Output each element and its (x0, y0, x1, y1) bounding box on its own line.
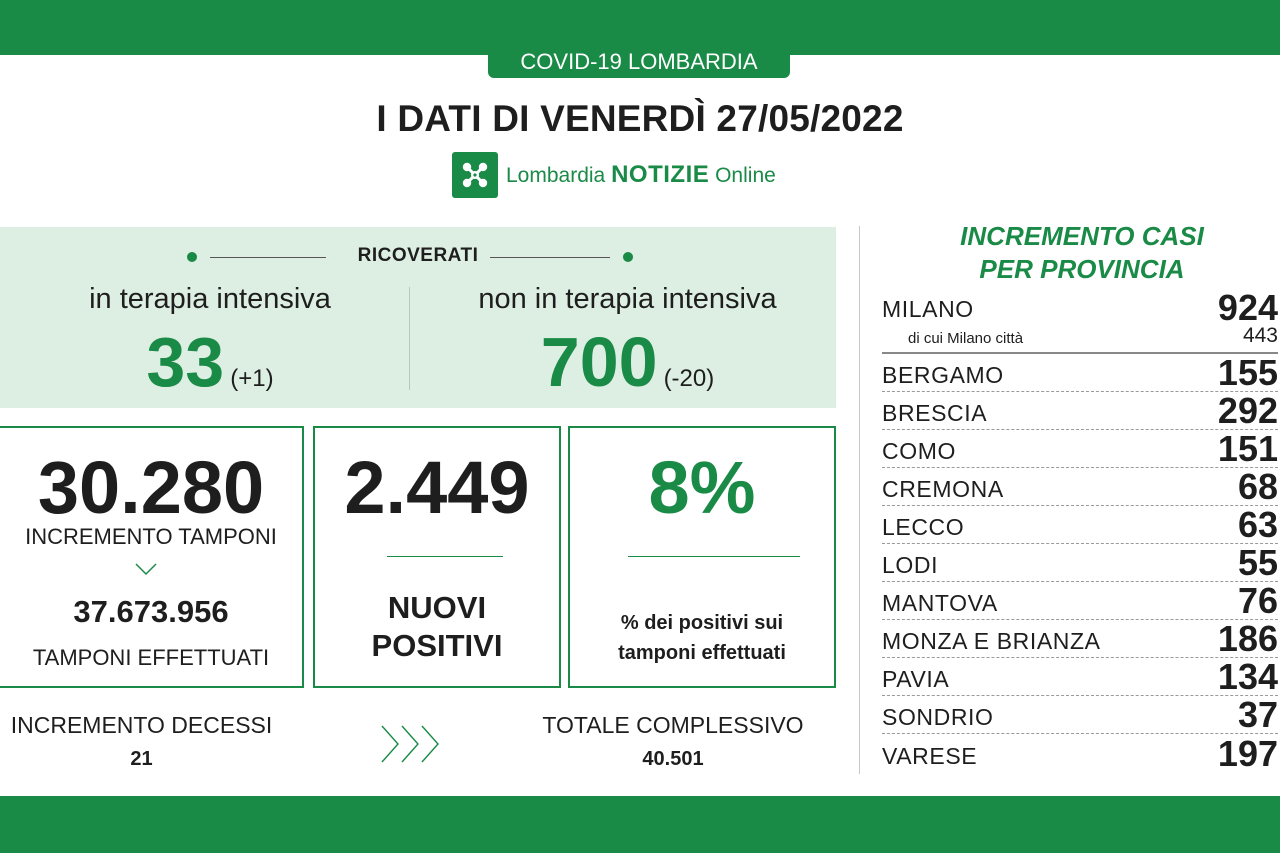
tamponi-total-label: TAMPONI EFFETTUATI (32, 645, 270, 670)
province-row (882, 658, 1278, 696)
province-row (882, 506, 1278, 544)
milano-citta-label: di cui Milano città (908, 330, 1024, 347)
non-intensive-delta: (-20) (663, 365, 715, 392)
province-row (882, 468, 1278, 506)
decessi-value: 21 (130, 748, 153, 770)
triple-chevron-right-icon (378, 722, 444, 771)
province-value: 292 (1217, 390, 1278, 431)
tamponi-box (0, 426, 304, 688)
province-row (882, 582, 1278, 620)
province-name: SONDRIO (882, 704, 994, 730)
percentuale-label-line2: tamponi effettuati (618, 642, 786, 664)
page-title: I DATI DI VENERDÌ 27/05/2022 (376, 98, 904, 139)
province-row (882, 620, 1278, 658)
province-name: MILANO (882, 296, 974, 322)
totale-label: TOTALE COMPLESSIVO (542, 712, 804, 738)
percentuale-box (568, 426, 836, 688)
province-list (882, 288, 1278, 772)
ricoverati-title-text: RICOVERATI (357, 245, 479, 266)
non-intensive-label: non in terapia intensiva (478, 283, 777, 315)
province-row (882, 734, 1278, 772)
province-value: 55 (1237, 542, 1278, 583)
logo-text-notizie: NOTIZIE (611, 161, 710, 188)
province-name: PAVIA (882, 666, 950, 692)
intensive-delta: (+1) (230, 365, 274, 392)
percentuale-value: 8% (648, 446, 756, 529)
intensive-value: 33 (146, 323, 225, 401)
province-name: CREMONA (882, 476, 1004, 502)
province-value: 134 (1217, 656, 1278, 697)
non-intensive-value: 700 (540, 323, 658, 401)
province-row (882, 430, 1278, 468)
decessi-label: INCREMENTO DECESSI (10, 712, 273, 738)
non-intensive-value-group (430, 322, 825, 402)
ricoverati-title (0, 245, 836, 267)
province-name: MONZA E BRIANZA (882, 628, 1101, 654)
ricoverati-divider (409, 287, 410, 390)
positivi-label-line2: POSITIVI (371, 628, 503, 663)
intensive-value-group (20, 322, 400, 402)
header-tag: COVID-19 LOMBARDIA (488, 48, 790, 78)
milano-citta-value: 443 (1242, 324, 1278, 347)
tamponi-total-value: 37.673.956 (73, 594, 229, 629)
positivi-box (313, 426, 561, 688)
logo-text (506, 161, 776, 189)
province-name: MANTOVA (882, 590, 998, 616)
province-row (882, 544, 1278, 582)
bottom-banner (0, 796, 1280, 853)
intensive-label: in terapia intensiva (89, 283, 331, 315)
province-name: BRESCIA (882, 400, 988, 426)
province-name: LODI (882, 552, 939, 578)
positivi-label-line1: NUOVI (387, 590, 487, 625)
tamponi-label: INCREMENTO TAMPONI (25, 524, 277, 549)
positivi-separator (387, 556, 503, 557)
province-value: 151 (1217, 428, 1278, 469)
percentuale-label-line1: % dei positivi sui (620, 612, 784, 634)
province-value: 63 (1237, 504, 1278, 545)
logo-text-lombardia: Lombardia (506, 164, 606, 187)
positivi-value: 2.449 (344, 446, 530, 529)
province-value: 186 (1217, 618, 1278, 659)
lombardy-rose-icon (452, 152, 498, 198)
province-value: 924 (1217, 287, 1278, 328)
province-value: 197 (1217, 733, 1278, 774)
tamponi-value: 30.280 (37, 446, 265, 529)
totale-value: 40.501 (642, 748, 704, 770)
province-value: 37 (1237, 694, 1278, 735)
province-name: LECCO (882, 514, 965, 540)
province-name: COMO (882, 438, 956, 464)
percentuale-separator (628, 556, 800, 557)
province-value: 68 (1237, 466, 1278, 507)
top-banner (0, 0, 1280, 55)
lombardia-notizie-logo (452, 152, 776, 198)
chevron-down-icon (134, 562, 158, 581)
province-title (902, 220, 1262, 286)
province-row-milano (882, 288, 1278, 354)
province-row (882, 392, 1278, 430)
province-title-line2: PER PROVINCIA (979, 254, 1185, 284)
province-value: 155 (1217, 352, 1278, 393)
column-divider (859, 226, 860, 774)
province-row (882, 354, 1278, 392)
logo-text-online: Online (715, 164, 776, 187)
province-row (882, 696, 1278, 734)
province-name: VARESE (882, 743, 978, 769)
province-title-line1: INCREMENTO CASI (960, 221, 1204, 251)
province-value: 76 (1237, 580, 1278, 621)
province-name: BERGAMO (882, 362, 1004, 388)
